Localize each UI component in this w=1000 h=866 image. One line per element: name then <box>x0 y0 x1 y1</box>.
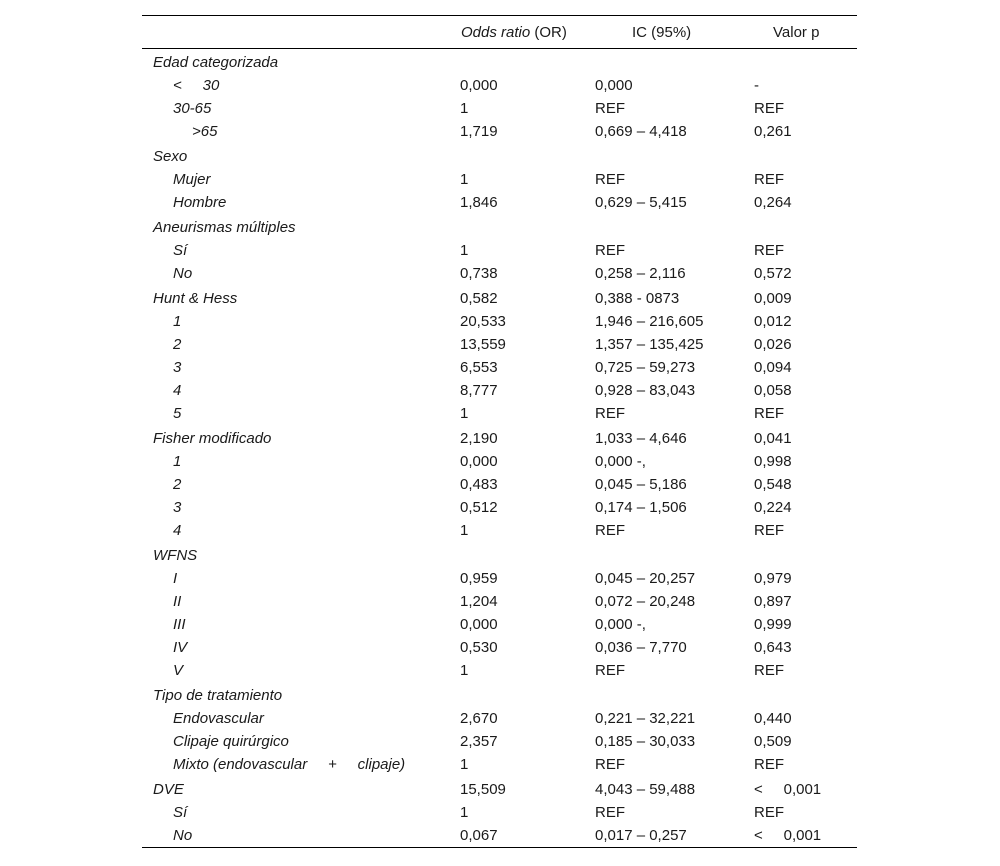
row-ci: 0,174 – 1,506 <box>595 499 687 516</box>
table-row <box>142 824 857 847</box>
row-p-value: 0,999 <box>754 616 792 633</box>
row-label: 4 <box>173 522 182 539</box>
row-label: 3 <box>173 359 182 376</box>
row-odds-ratio: 0,483 <box>460 476 498 493</box>
row-ci: 0,258 – 2,116 <box>595 265 686 282</box>
row-ci: 0,928 – 83,043 <box>595 382 696 399</box>
row-ci: 0,629 – 5,415 <box>595 194 687 211</box>
table-row <box>142 590 857 613</box>
row-odds-ratio: 1 <box>460 804 469 821</box>
row-label: >65 <box>192 123 218 140</box>
row-ci: 0,000 -, <box>595 616 646 633</box>
row-label: 4 <box>173 382 182 399</box>
row-ci: 0,072 – 20,248 <box>595 593 696 610</box>
row-label: Mixto (endovascular + clipaje) <box>173 756 406 773</box>
row-label: III <box>173 616 186 633</box>
row-label: WFNS <box>153 547 198 564</box>
table-body <box>142 49 857 847</box>
row-odds-ratio: 1 <box>460 405 469 422</box>
row-p-value: < 0,001 <box>754 827 822 844</box>
table-row <box>142 753 857 776</box>
header-ci: IC (95%) <box>632 24 692 41</box>
row-p-value: 0,998 <box>754 453 792 470</box>
table-bottom-rule <box>142 847 857 848</box>
row-label: Edad categorizada <box>153 54 279 71</box>
row-p-value: < 0,001 <box>754 781 822 798</box>
row-label: 3 <box>173 499 182 516</box>
row-label: DVE <box>153 781 184 798</box>
row-ci: REF <box>595 804 625 821</box>
row-ci: 1,033 – 4,646 <box>595 430 687 447</box>
row-label: Endovascular <box>173 710 264 727</box>
row-odds-ratio: 1 <box>460 756 469 773</box>
row-label: Sexo <box>153 148 188 165</box>
row-odds-ratio: 2,190 <box>460 430 498 447</box>
row-p-value: 0,009 <box>754 290 792 307</box>
table-row <box>142 450 857 473</box>
row-ci: 1,946 – 216,605 <box>595 313 704 330</box>
table-row <box>142 120 857 143</box>
table-row <box>142 707 857 730</box>
row-p-value: REF <box>754 405 784 422</box>
row-odds-ratio: 1 <box>460 242 469 259</box>
row-ci: 4,043 – 59,488 <box>595 781 696 798</box>
row-odds-ratio: 0,067 <box>460 827 498 844</box>
row-p-value: 0,440 <box>754 710 792 727</box>
row-label: 1 <box>173 453 182 470</box>
row-label: Sí <box>173 804 188 821</box>
row-label: Fisher modificado <box>153 430 272 447</box>
row-odds-ratio: 20,533 <box>460 313 506 330</box>
row-label: Aneurismas múltiples <box>153 219 296 236</box>
row-label: < 30 <box>173 77 220 94</box>
row-label: Clipaje quirúrgico <box>173 733 289 750</box>
row-ci: 0,045 – 5,186 <box>595 476 687 493</box>
row-ci: 0,036 – 7,770 <box>595 639 687 656</box>
table-row <box>142 542 857 567</box>
table-row <box>142 402 857 425</box>
row-ci: REF <box>595 405 625 422</box>
row-p-value: REF <box>754 242 784 259</box>
row-ci: 0,045 – 20,257 <box>595 570 696 587</box>
row-p-value: 0,041 <box>754 430 792 447</box>
table-row <box>142 801 857 824</box>
row-ci: 0,388 - 0873 <box>595 290 680 307</box>
row-label: 5 <box>173 405 182 422</box>
results-table <box>142 15 857 848</box>
row-label: No <box>173 265 193 282</box>
row-p-value: 0,643 <box>754 639 792 656</box>
table-row <box>142 214 857 239</box>
row-ci: REF <box>595 242 625 259</box>
row-p-value: 0,224 <box>754 499 792 516</box>
row-ci: REF <box>595 171 625 188</box>
row-p-value: REF <box>754 804 784 821</box>
table-row <box>142 613 857 636</box>
row-ci: 1,357 – 135,425 <box>595 336 704 353</box>
row-p-value: 0,026 <box>754 336 792 353</box>
row-odds-ratio: 1,204 <box>460 593 498 610</box>
row-ci: REF <box>595 662 625 679</box>
table-row <box>142 776 857 801</box>
row-odds-ratio: 1 <box>460 522 469 539</box>
row-p-value: 0,979 <box>754 570 792 587</box>
row-label: 2 <box>173 476 182 493</box>
row-odds-ratio: 1 <box>460 171 469 188</box>
row-p-value: 0,509 <box>754 733 792 750</box>
header-odds-ratio: Odds ratio (OR) <box>461 24 567 41</box>
row-p-value: 0,094 <box>754 359 792 376</box>
table-row <box>142 239 857 262</box>
row-p-value: 0,548 <box>754 476 792 493</box>
row-label: Mujer <box>173 171 211 188</box>
row-label: No <box>173 827 193 844</box>
row-ci: 0,017 – 0,257 <box>595 827 687 844</box>
row-label: 2 <box>173 336 182 353</box>
row-ci: REF <box>595 522 625 539</box>
table-row <box>142 473 857 496</box>
row-ci: 0,000 -, <box>595 453 646 470</box>
row-p-value: 0,261 <box>754 123 792 140</box>
row-label: V <box>173 662 184 679</box>
row-odds-ratio: 13,559 <box>460 336 506 353</box>
row-ci: 0,725 – 59,273 <box>595 359 696 376</box>
table-row <box>142 191 857 214</box>
row-label: Hunt & Hess <box>153 290 238 307</box>
row-odds-ratio: 1,719 <box>460 123 498 140</box>
table-row <box>142 730 857 753</box>
row-odds-ratio: 0,512 <box>460 499 498 516</box>
table-row <box>142 143 857 168</box>
row-label: 1 <box>173 313 182 330</box>
table-row <box>142 659 857 682</box>
row-odds-ratio: 2,670 <box>460 710 498 727</box>
row-odds-ratio: 8,777 <box>460 382 498 399</box>
row-odds-ratio: 0,582 <box>460 290 498 307</box>
table-row <box>142 333 857 356</box>
row-odds-ratio: 1 <box>460 662 469 679</box>
row-p-value: REF <box>754 662 784 679</box>
table-row <box>142 636 857 659</box>
row-p-value: - <box>754 77 759 94</box>
row-p-value: REF <box>754 171 784 188</box>
table-row <box>142 356 857 379</box>
table-row <box>142 567 857 590</box>
table-row <box>142 97 857 120</box>
row-odds-ratio: 0,738 <box>460 265 498 282</box>
table-header <box>142 16 857 48</box>
row-p-value: 0,572 <box>754 265 792 282</box>
row-odds-ratio: 0,000 <box>460 616 498 633</box>
row-p-value: 0,897 <box>754 593 792 610</box>
row-label: I <box>173 570 178 587</box>
row-label: Tipo de tratamiento <box>153 687 283 704</box>
table-row <box>142 682 857 707</box>
table-row <box>142 49 857 74</box>
row-odds-ratio: 2,357 <box>460 733 498 750</box>
row-ci: REF <box>595 756 625 773</box>
row-ci: 0,669 – 4,418 <box>595 123 687 140</box>
row-ci: 0,000 <box>595 77 633 94</box>
row-ci: REF <box>595 100 625 117</box>
row-p-value: 0,264 <box>754 194 792 211</box>
header-p-value: Valor p <box>773 24 820 41</box>
table-row <box>142 285 857 310</box>
row-odds-ratio: 0,530 <box>460 639 498 656</box>
row-p-value: 0,012 <box>754 313 792 330</box>
row-label: II <box>173 593 182 610</box>
row-odds-ratio: 15,509 <box>460 781 506 798</box>
row-label: Sí <box>173 242 188 259</box>
table-row <box>142 74 857 97</box>
table-row <box>142 496 857 519</box>
table-row <box>142 168 857 191</box>
row-p-value: REF <box>754 756 784 773</box>
row-p-value: REF <box>754 522 784 539</box>
row-odds-ratio: 6,553 <box>460 359 498 376</box>
row-ci: 0,221 – 32,221 <box>595 710 696 727</box>
row-label: 30-65 <box>173 100 212 117</box>
row-label: Hombre <box>173 194 227 211</box>
row-p-value: 0,058 <box>754 382 792 399</box>
row-label: IV <box>173 639 188 656</box>
row-odds-ratio: 1,846 <box>460 194 498 211</box>
row-odds-ratio: 1 <box>460 100 469 117</box>
row-odds-ratio: 0,000 <box>460 453 498 470</box>
table-row <box>142 425 857 450</box>
row-p-value: REF <box>754 100 784 117</box>
row-odds-ratio: 0,000 <box>460 77 498 94</box>
table-row <box>142 262 857 285</box>
table-row <box>142 310 857 333</box>
row-odds-ratio: 0,959 <box>460 570 498 587</box>
table-row <box>142 519 857 542</box>
row-ci: 0,185 – 30,033 <box>595 733 696 750</box>
table-row <box>142 379 857 402</box>
